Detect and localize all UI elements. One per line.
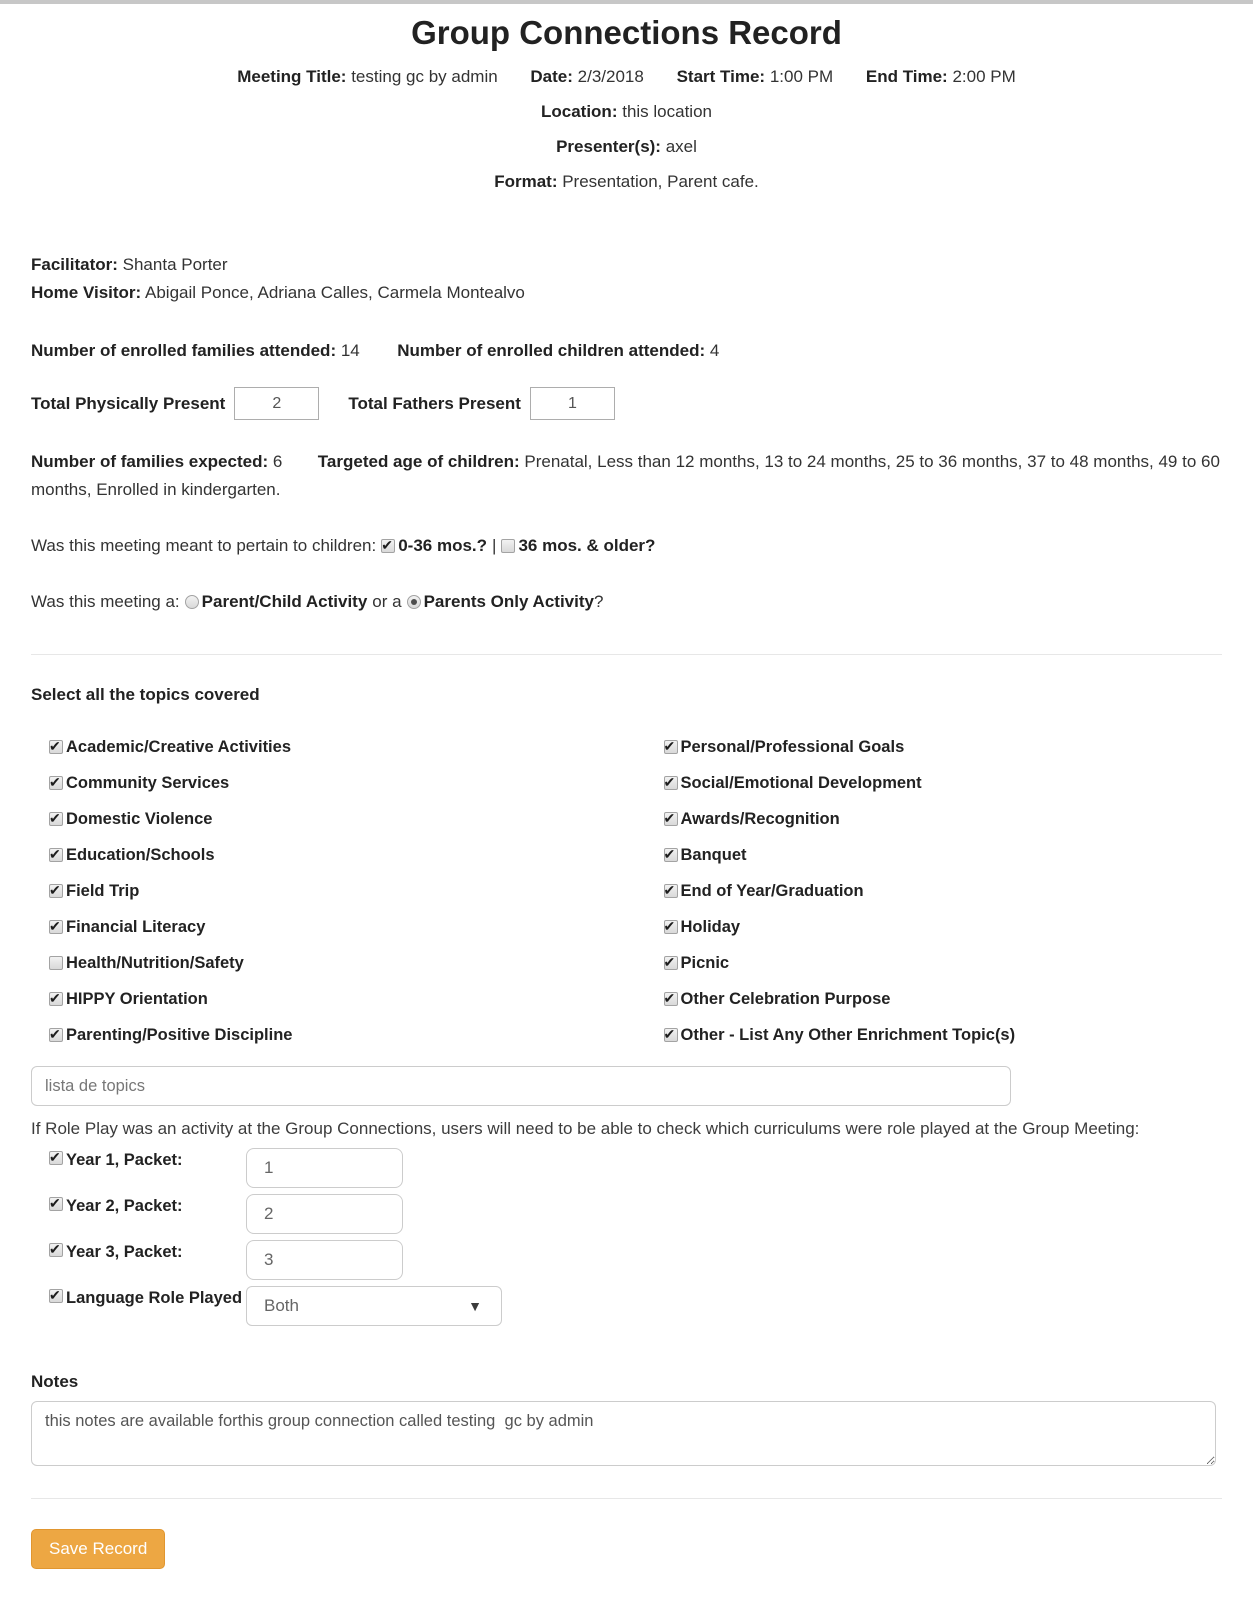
location-label: Location: [540, 102, 618, 121]
parent-child-activity-radio[interactable] [185, 595, 199, 609]
families-attended-label: Number of enrolled families attended: [31, 341, 337, 360]
notes-heading: Notes [31, 1372, 79, 1391]
topic-row [627, 909, 1223, 945]
topic-checkbox[interactable] [664, 956, 678, 970]
topic-checkbox[interactable] [49, 956, 63, 970]
roleplay-year-label: Year 1, Packet: [66, 1151, 183, 1169]
section-divider-bottom [31, 1498, 1222, 1499]
meeting-title-label: Meeting Title: [237, 67, 347, 86]
language-select[interactable] [246, 1286, 502, 1326]
start-time-label: Start Time: [676, 67, 766, 86]
facilitator-label: Facilitator: [31, 255, 118, 274]
staff-block [31, 251, 1222, 307]
meeting-info-line-1 [0, 64, 1253, 90]
parents-only-activity-radio[interactable] [407, 595, 421, 609]
topic-row [627, 945, 1223, 981]
end-time-label: End Time: [865, 67, 948, 86]
topic-row [31, 945, 627, 981]
activity-type-middle: or a [372, 592, 402, 611]
topic-row [627, 1017, 1223, 1053]
parents-only-activity-label: Parents Only Activity [423, 592, 594, 611]
roleplay-year-row [31, 1194, 1222, 1234]
topic-label: Holiday [680, 917, 741, 936]
topic-label: Social/Emotional Development [680, 773, 922, 792]
pertain-question-row [31, 536, 1222, 556]
topic-label: End of Year/Graduation [680, 881, 864, 900]
chevron-down-icon: ▼ [468, 1298, 482, 1314]
topic-checkbox[interactable] [49, 1028, 63, 1042]
topic-checkbox[interactable] [664, 884, 678, 898]
meeting-info-line-location [0, 99, 1253, 125]
meeting-info-line-presenters [0, 134, 1253, 160]
targeted-age-value: Prenatal, Less than 12 months, 13 to 24 months, 25 to 36 months, 37 to 48 months, 49 to 60 months, Enrolled in kindergarten. [31, 452, 1220, 499]
topic-row [627, 765, 1223, 801]
topic-label: Domestic Violence [66, 809, 213, 828]
topic-label: HIPPY Orientation [66, 989, 208, 1008]
pertain-36-older-label: 36 mos. & older? [518, 536, 656, 555]
topic-checkbox[interactable] [49, 884, 63, 898]
facilitator-line [31, 251, 1222, 279]
topic-label: Picnic [680, 953, 730, 972]
roleplay-year-row [31, 1148, 1222, 1188]
pertain-0-36-checkbox[interactable] [381, 539, 395, 553]
present-counts-row [31, 387, 1222, 420]
children-attended-label: Number of enrolled children attended: [397, 341, 706, 360]
topics-heading: Select all the topics covered [31, 685, 260, 704]
topic-checkbox[interactable] [664, 812, 678, 826]
topic-row [31, 1017, 627, 1053]
topic-row [31, 801, 627, 837]
fathers-present-input[interactable] [530, 387, 615, 420]
parent-child-activity-label: Parent/Child Activity [201, 592, 368, 611]
topic-row [627, 729, 1223, 765]
families-expected-label: Number of families expected: [31, 452, 269, 471]
home-visitor-value: Abigail Ponce, Adriana Calles, Carmela Montealvo [145, 283, 525, 302]
topic-row [31, 765, 627, 801]
roleplay-year-checkbox[interactable] [49, 1243, 63, 1257]
activity-type-question: Was this meeting a: [31, 592, 180, 611]
roleplay-packet-input[interactable] [246, 1194, 403, 1234]
families-attended-value: 14 [340, 341, 360, 360]
roleplay-year-label: Year 2, Packet: [66, 1197, 183, 1215]
topic-label: Academic/Creative Activities [66, 737, 291, 756]
topic-row [31, 729, 627, 765]
home-visitor-line [31, 279, 1222, 307]
roleplay-rows [31, 1148, 1222, 1280]
topic-label: Health/Nutrition/Safety [66, 953, 244, 972]
roleplay-year-checkbox[interactable] [49, 1197, 63, 1211]
presenters-label: Presenter(s): [556, 137, 661, 156]
roleplay-packet-input[interactable] [246, 1240, 403, 1280]
topic-label: Banquet [680, 845, 747, 864]
enrolled-attendance-line [31, 341, 1222, 361]
format-label: Format: [494, 172, 558, 191]
pertain-question: Was this meeting meant to pertain to children: [31, 536, 377, 555]
families-expected-value: 6 [272, 452, 283, 471]
topic-checkbox[interactable] [664, 992, 678, 1006]
other-topics-input[interactable] [31, 1066, 1011, 1106]
pertain-36-older-checkbox[interactable] [501, 539, 515, 553]
topics-column-right [627, 729, 1223, 1053]
topic-label: Field Trip [66, 881, 140, 900]
topics-grid [31, 729, 1222, 1053]
topic-checkbox[interactable] [49, 848, 63, 862]
roleplay-packet-input[interactable] [246, 1148, 403, 1188]
language-select-value: Both [264, 1296, 299, 1315]
topic-row [31, 873, 627, 909]
save-record-button[interactable]: Save Record [31, 1529, 165, 1569]
fathers-present-label: Total Fathers Present [348, 393, 521, 413]
home-visitor-label: Home Visitor: [31, 283, 142, 302]
topic-checkbox[interactable] [664, 920, 678, 934]
targeted-age-label: Targeted age of children: [317, 452, 520, 471]
topic-label: Awards/Recognition [680, 809, 840, 828]
topic-label: Other Celebration Purpose [680, 989, 891, 1008]
topic-row [31, 981, 627, 1017]
topic-label: Other - List Any Other Enrichment Topic(s) [680, 1025, 1016, 1044]
language-role-row [31, 1286, 1222, 1326]
roleplay-year-row [31, 1240, 1222, 1280]
topic-checkbox[interactable] [664, 848, 678, 862]
topic-checkbox[interactable] [49, 992, 63, 1006]
pertain-separator: | [492, 536, 497, 555]
topic-checkbox[interactable] [664, 776, 678, 790]
topic-label: Community Services [66, 773, 230, 792]
topic-label: Parenting/Positive Discipline [66, 1025, 293, 1044]
activity-type-suffix: ? [593, 592, 604, 611]
activity-type-row [31, 592, 1222, 612]
roleplay-intro-text: If Role Play was an activity at the Group Connections, users will need to be able to check which curriculums were role played at the Group Meeting: [31, 1119, 1140, 1138]
meeting-info-line-format [0, 169, 1253, 195]
topic-row [31, 837, 627, 873]
language-role-checkbox[interactable] [49, 1289, 63, 1303]
topic-checkbox[interactable] [49, 812, 63, 826]
topic-checkbox[interactable] [49, 740, 63, 754]
language-role-label: Language Role Played [66, 1289, 243, 1307]
topic-label: Financial Literacy [66, 917, 206, 936]
section-divider-top [31, 654, 1222, 655]
format-value: Presentation, Parent cafe. [562, 172, 759, 191]
topic-row [627, 981, 1223, 1017]
notes-textarea[interactable] [31, 1401, 1216, 1466]
expected-families-line [31, 448, 1222, 504]
topic-row [31, 909, 627, 945]
top-border-bar [0, 0, 1253, 4]
roleplay-year-checkbox[interactable] [49, 1151, 63, 1165]
topic-checkbox[interactable] [49, 920, 63, 934]
presenters-value: axel [665, 137, 697, 156]
topic-label: Education/Schools [66, 845, 215, 864]
topic-label: Personal/Professional Goals [680, 737, 905, 756]
pertain-0-36-label: 0-36 mos.? [398, 536, 488, 555]
topic-checkbox[interactable] [664, 1028, 678, 1042]
page-title: Group Connections Record [411, 14, 842, 51]
physically-present-label: Total Physically Present [31, 393, 226, 413]
topic-row [627, 873, 1223, 909]
facilitator-value: Shanta Porter [122, 255, 228, 274]
topic-row [627, 837, 1223, 873]
topics-column-left [31, 729, 627, 1053]
meeting-title-value: testing gc by admin [351, 67, 498, 86]
children-attended-value: 4 [709, 341, 720, 360]
date-label: Date: [530, 67, 573, 86]
location-value: this location [622, 102, 712, 121]
topic-checkbox[interactable] [664, 740, 678, 754]
roleplay-year-label: Year 3, Packet: [66, 1243, 183, 1261]
physically-present-input[interactable] [234, 387, 319, 420]
topic-checkbox[interactable] [49, 776, 63, 790]
end-time-value: 2:00 PM [952, 67, 1016, 86]
date-value: 2/3/2018 [577, 67, 644, 86]
topic-row [627, 801, 1223, 837]
start-time-value: 1:00 PM [769, 67, 834, 86]
